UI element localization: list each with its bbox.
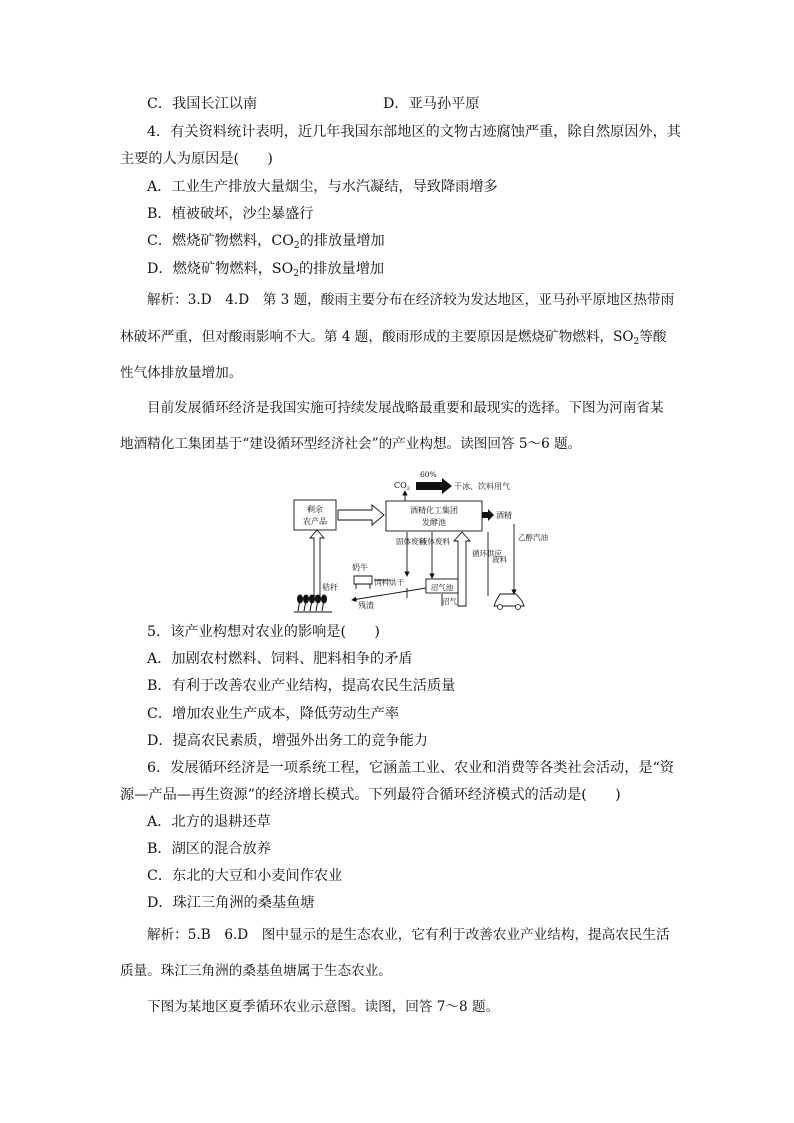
car-icon: [494, 594, 524, 606]
q4-option-c: C．燃烧矿物燃料，$CO_2$的排放量增加: [147, 233, 385, 251]
surplus-label-2: 农产品: [303, 517, 327, 526]
alcohol-label: 酒精: [496, 511, 512, 520]
feed-drying-label: 饲料烘干: [374, 578, 404, 587]
alcohol-arrow: [482, 509, 494, 521]
straw-label: 秸秆: [322, 583, 338, 592]
svg-text:固体废料: 固体废料: [396, 537, 426, 546]
circulation-arrow: [454, 532, 470, 606]
intro-78-line-1: 下图为某地区夏季循环农业示意图。读图，回答 7～8 题。: [147, 999, 500, 1015]
cow-label: 奶牛: [352, 563, 368, 572]
answer-56-line-2: 质量。珠江三角洲的桑基鱼塘属于生态农业。: [120, 963, 392, 979]
percent-label: 60%: [420, 470, 437, 479]
q5-option-c: C．增加农业生产成本，降低劳动生产率: [147, 706, 400, 722]
answer-34-line-1: 解析：3.D 4.D 第 3 题，酸雨主要分布在经济较为发达地区，亚马孙平原地区热带雨: [147, 292, 675, 308]
residue-label: 残渣: [358, 601, 374, 610]
q5-option-d: D．提高农民素质，增强外出务工的竞争能力: [147, 733, 428, 749]
dry-ice-label: 干冰、饮料用气: [454, 482, 510, 491]
q6-option-a: A．北方的退耕还草: [147, 814, 271, 830]
answer-34-line-2: 林破坏严重，但对酸雨影响不大。第 4 题，酸雨形成的主要原因是燃烧矿物燃料，$SO_2$等酸: [120, 329, 667, 347]
q3-option-c: C．我国长江以南: [147, 96, 258, 112]
q4-stem-line-1: 4．有关资料统计表明，近几年我国东部地区的文物古迹腐蚀严重，除自然原因外，其: [147, 124, 681, 140]
group-label-2: 发酵池: [422, 518, 446, 527]
q3-option-d: D．亚马孙平原: [383, 96, 480, 112]
biogas-pool-label: 沼气池: [430, 583, 454, 592]
answer-34-line-3: 性气体排放量增加。: [120, 365, 243, 381]
biogas-label: 沼气: [442, 597, 457, 606]
group-label-1: 酒精化工集团: [410, 506, 458, 515]
q6-option-c: C．东北的大豆和小麦间作农业: [147, 868, 343, 884]
q4-stem-line-2: 主要的人为原因是( ): [120, 151, 273, 167]
circulation-label: 循环供应: [472, 549, 502, 558]
cow-icon: [354, 576, 372, 589]
q5-option-b: B．有利于改善农业产业结构，提高农民生活质量: [147, 678, 456, 694]
q6-option-b: B．湖区的混合放养: [147, 841, 271, 857]
q4-option-b: B．植被破坏，沙尘暴盛行: [147, 206, 314, 222]
liquid-waste-label: 液体废料: [420, 537, 450, 546]
liquid-material-label: 液料: [492, 555, 507, 564]
q6-stem-line-2: 源—产品—再生资源”的经济增长模式。下列最符合循环经济模式的活动是( ): [120, 787, 621, 803]
answer-56-line-1: 解析：5.B 6.D 图中显示的是生态农业，它有利于改善农业产业结构，提高农民生活: [147, 927, 670, 943]
q6-option-d: D．珠江三角洲的桑基鱼塘: [147, 895, 315, 911]
co2-label: $CO_2$: [394, 481, 410, 492]
q5-stem: 5．该产业构想对农业的影响是( ): [147, 624, 380, 640]
q4-option-a: A．工业生产排放大量烟尘，与水汽凝结，导致降雨增多: [147, 179, 498, 195]
intro-56-line-1: 目前发展循环经济是我国实施可持续发展战略最重要和最现实的选择。下图为河南省某: [147, 400, 664, 416]
circular-economy-diagram: [292, 466, 548, 616]
intro-56-line-2: 地酒精化工集团基于“建设循环型经济社会”的产业构想。读图回答 5～6 题。: [120, 436, 582, 452]
ethanol-gasoline-label: 乙醇汽油: [518, 533, 548, 542]
q5-option-a: A．加剧农村燃料、饲料、肥料相争的矛盾: [147, 651, 413, 667]
thick-arrow: [416, 478, 452, 494]
q6-stem-line-1: 6．发展循环经济是一项系统工程，它涵盖工业、农业和消费等各类社会活动，是“资: [147, 760, 675, 776]
residue-arrow: [352, 588, 426, 600]
q4-option-d: D．燃烧矿物燃料，$SO_2$的排放量增加: [147, 261, 385, 279]
surplus-label-1: 剩余: [307, 505, 323, 514]
surplus-to-group-arrow: [338, 505, 384, 525]
crop-icon: [294, 595, 332, 612]
